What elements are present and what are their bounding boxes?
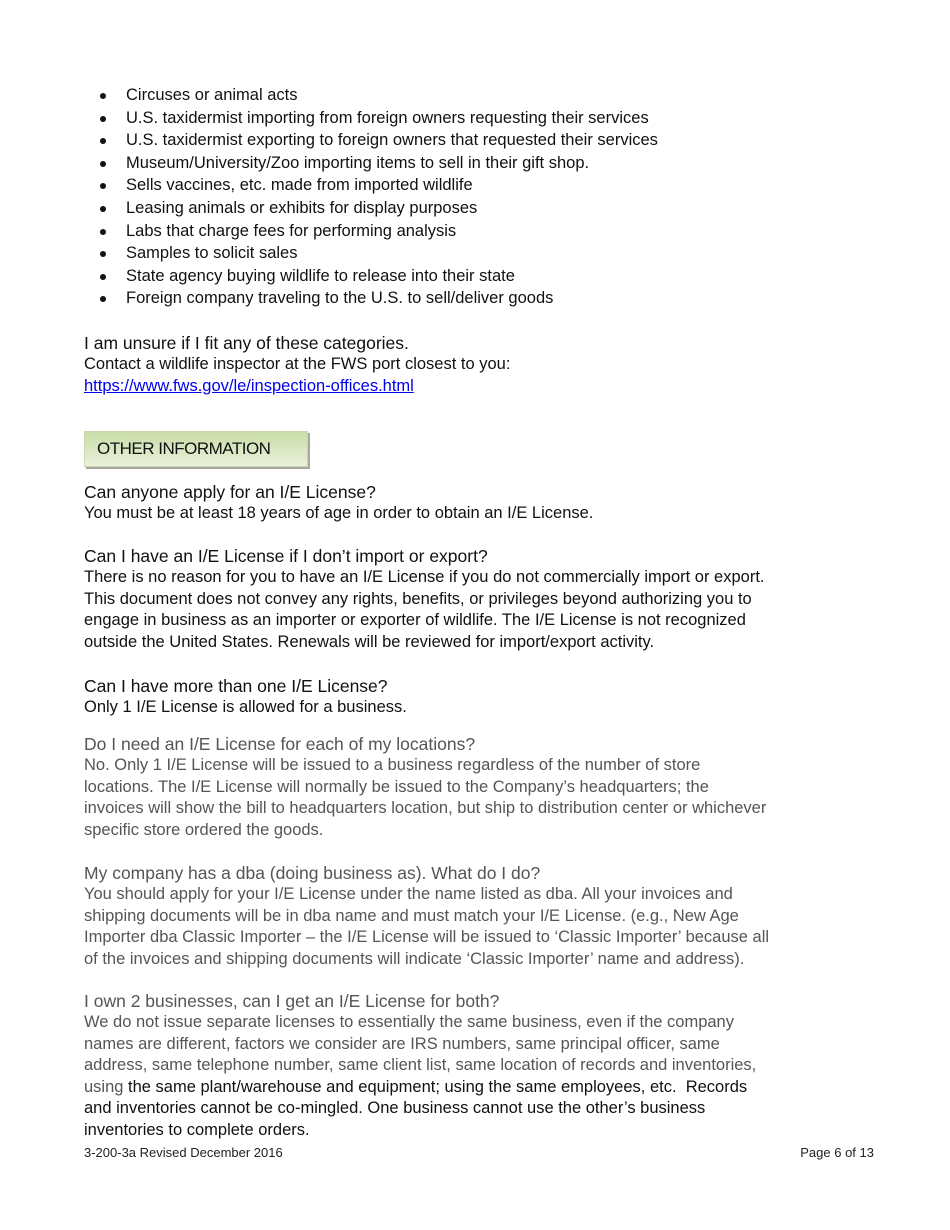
activity-bullet-list — [100, 84, 658, 310]
faq-answer-line: Importer dba Classic Importer – the I/E License will be issued to ‘Classic Importer’ because all — [84, 928, 770, 946]
list-item — [100, 197, 658, 220]
inspection-offices-link[interactable]: https://www.fws.gov/le/inspection-offices.html — [84, 376, 414, 395]
faq-answer-line: There is no reason for you to have an I/E License if you do not commercially import or export. — [84, 568, 765, 586]
faq-answer-line: names are different, factors we consider are IRS numbers, same principal officer, same — [84, 1034, 720, 1053]
faq-answer-line: inventories to complete orders. — [84, 1120, 310, 1139]
faq-item — [84, 481, 874, 525]
faq-answer-text: the same plant/warehouse and equipment; using the same employees, etc. Records — [123, 1077, 748, 1096]
faq-answer-line: You should apply for your I/E License under the name listed as dba. All your invoices and — [84, 885, 733, 903]
faq-answer-line: address, same telephone number, same client list, same location of records and inventories, — [84, 1056, 757, 1074]
faq-answer-line: shipping documents will be in dba name and must match your I/E License. (e.g., New Age — [84, 906, 739, 925]
unsure-heading: I am unsure if I fit any of these categories. — [84, 333, 409, 353]
faq-answer-line: No. Only 1 I/E License will be issued to a business regardless of the number of store — [84, 756, 701, 774]
list-item-text: Foreign company traveling to the U.S. to sell/deliver goods — [126, 289, 554, 308]
section-title: OTHER INFORMATION — [97, 439, 271, 458]
faq-item — [84, 862, 874, 970]
faq-answer-line: This document does not convey any rights, benefits, or privileges beyond authorizing you to — [84, 589, 752, 608]
list-item — [100, 174, 658, 197]
faq-item — [84, 675, 874, 719]
faq-answer-line: We do not issue separate licenses to essentially the same business, even if the company — [84, 1013, 734, 1031]
list-item — [100, 265, 658, 288]
faq-question: Can anyone apply for an I/E License? — [84, 482, 376, 502]
faq-answer-text: using — [84, 1077, 124, 1096]
list-item-text: U.S. taxidermist importing from foreign owners requesting their services — [126, 108, 649, 127]
list-item — [100, 220, 658, 243]
list-item — [100, 152, 658, 175]
list-item-text: Samples to solicit sales — [126, 244, 298, 263]
section-header-other-information — [84, 431, 308, 467]
list-item-text: Labs that charge fees for performing analysis — [126, 221, 457, 240]
list-item-text: Museum/University/Zoo importing items to sell in their gift shop. — [126, 153, 590, 172]
faq-answer-line: You must be at least 18 years of age in order to obtain an I/E License. — [84, 504, 594, 522]
faq-question: My company has a dba (doing business as). What do I do? — [84, 863, 541, 883]
list-item — [100, 129, 658, 152]
faq-question: I own 2 businesses, can I get an I/E License for both? — [84, 991, 500, 1011]
list-item-text: Leasing animals or exhibits for display purposes — [126, 198, 478, 217]
list-item — [100, 107, 658, 130]
list-item-text: State agency buying wildlife to release into their state — [126, 266, 515, 285]
faq-answer-line: and inventories cannot be co-mingled. One business cannot use the other’s business — [84, 1099, 706, 1117]
faq-answer-line: outside the United States. Renewals will be reviewed for import/export activity. — [84, 632, 655, 651]
faq-item — [84, 545, 874, 653]
list-item-text: Sells vaccines, etc. made from imported wildlife — [126, 176, 473, 195]
faq-item — [84, 990, 874, 1141]
footer-page-number: Page 6 of 13 — [800, 1145, 874, 1160]
unsure-text: Contact a wildlife inspector at the FWS port closest to you: — [84, 355, 511, 373]
list-item-text: U.S. taxidermist exporting to foreign owners that requested their services — [126, 131, 658, 150]
faq-question: Can I have an I/E License if I don’t import or export? — [84, 546, 488, 566]
list-item — [100, 242, 658, 265]
unsure-section — [84, 332, 874, 397]
footer-form-number: 3-200-3a Revised December 2016 — [84, 1145, 283, 1160]
list-item-text: Circuses or animal acts — [126, 86, 298, 104]
faq-answer-line: engage in business as an importer or exporter of wildlife. The I/E License is not recognized — [84, 611, 746, 629]
faq-answer-line: specific store ordered the goods. — [84, 820, 324, 839]
faq-answer-line: of the invoices and shipping documents will indicate ‘Classic Importer’ name and address). — [84, 949, 745, 968]
faq-answer-line: Only 1 I/E License is allowed for a business. — [84, 698, 407, 716]
faq-question: Do I need an I/E License for each of my locations? — [84, 734, 476, 754]
faq-question: Can I have more than one I/E License? — [84, 676, 388, 696]
faq-answer-line: locations. The I/E License will normally be issued to the Company’s headquarters; the — [84, 777, 709, 796]
faq-item — [84, 733, 874, 841]
list-item — [100, 84, 658, 107]
list-item — [100, 287, 658, 310]
faq-answer-line: invoices will show the bill to headquarters location, but ship to distribution center or whichever — [84, 799, 767, 817]
